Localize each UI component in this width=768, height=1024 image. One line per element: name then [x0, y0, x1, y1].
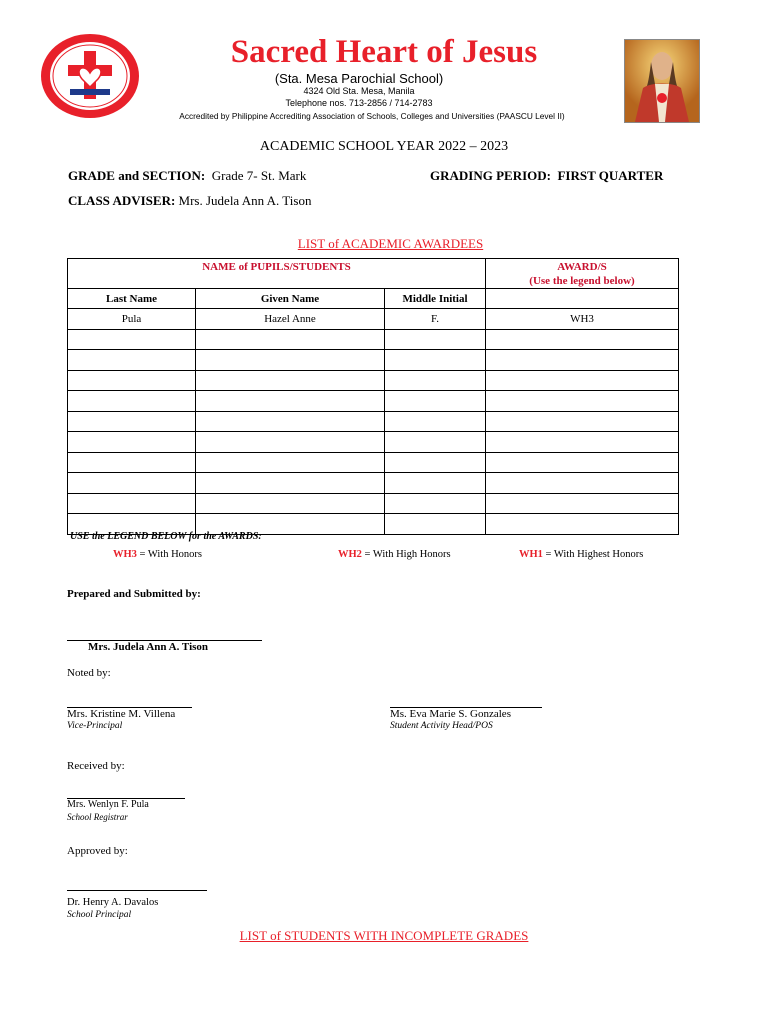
- award-header-label: AWARD/S: [557, 261, 607, 273]
- cell-given-name: [196, 452, 385, 473]
- table-row: [68, 391, 679, 412]
- activity-head-name: Ms. Eva Marie S. Gonzales: [390, 708, 511, 720]
- cell-middle-initial: [385, 473, 486, 494]
- legend-code: WH1: [519, 549, 543, 560]
- sacred-heart-portrait: [624, 39, 700, 123]
- cell-award: [486, 329, 679, 350]
- students-group-header: NAME of PUPILS/STUDENTS: [68, 259, 486, 289]
- cell-middle-initial: [385, 350, 486, 371]
- principal-signature-line: [67, 890, 207, 891]
- cell-middle-initial: [385, 493, 486, 514]
- legend-title: USE the LEGEND BELOW for the AWARDS:: [70, 531, 262, 542]
- cell-award: [486, 452, 679, 473]
- school-address: 4324 Old Sta. Mesa, Manila: [303, 86, 415, 96]
- grade-section-row: [68, 168, 306, 184]
- incomplete-grades-title: LIST of STUDENTS WITH INCOMPLETE GRADES: [239, 928, 529, 943]
- registrar-name: Mrs. Wenlyn F. Pula: [67, 799, 149, 810]
- cell-last-name: [68, 473, 196, 494]
- cell-award: [486, 350, 679, 371]
- vice-principal-name: Mrs. Kristine M. Villena: [67, 708, 176, 720]
- prepared-by-label: Prepared and Submitted by:: [67, 588, 201, 600]
- legend-item-wh3: [113, 549, 202, 560]
- cell-last-name: [68, 411, 196, 432]
- table-row: [68, 350, 679, 371]
- cell-middle-initial: [385, 411, 486, 432]
- school-year-title: ACADEMIC SCHOOL YEAR 2022 – 2023: [259, 139, 509, 154]
- legend-text: = With Highest Honors: [542, 549, 644, 560]
- cell-middle-initial: [385, 452, 486, 473]
- legend-code: WH3: [113, 549, 137, 560]
- school-subname: (Sta. Mesa Parochial School): [274, 71, 444, 86]
- grade-section-value: Grade 7- St. Mark: [211, 168, 307, 183]
- legend-text: = With High Honors: [361, 549, 451, 560]
- column-header-middle-initial: Middle Initial: [385, 289, 486, 309]
- grading-period-row: [430, 168, 663, 184]
- cell-given-name: [196, 350, 385, 371]
- cell-given-name: [196, 329, 385, 350]
- cell-last-name: Pula: [68, 309, 196, 330]
- preparer-name: Mrs. Judela Ann A. Tison: [88, 641, 209, 653]
- awardees-title: LIST of ACADEMIC AWARDEES: [297, 236, 484, 251]
- cell-last-name: [68, 452, 196, 473]
- cell-middle-initial: [385, 514, 486, 535]
- approved-by-label: Approved by:: [67, 845, 128, 857]
- cell-award: [486, 514, 679, 535]
- class-adviser-value: Mrs. Judela Ann A. Tison: [178, 193, 312, 208]
- school-accreditation: Accredited by Philippine Accrediting Association of Schools, Colleges and Universities (PAASCU Level II): [179, 111, 565, 121]
- cell-award: [486, 411, 679, 432]
- activity-head-title: Student Activity Head/POS: [390, 721, 493, 731]
- principal-title: School Principal: [67, 910, 132, 920]
- legend-code: WH2: [338, 549, 362, 560]
- column-header-award-blank: [486, 289, 679, 309]
- table-row: [68, 411, 679, 432]
- school-name: Sacred Heart of Jesus: [230, 34, 538, 70]
- class-adviser-label: CLASS ADVISER:: [68, 193, 176, 208]
- principal-name: Dr. Henry A. Davalos: [67, 897, 159, 908]
- table-row: [68, 329, 679, 350]
- table-row: [68, 493, 679, 514]
- cell-given-name: [196, 493, 385, 514]
- cell-last-name: [68, 350, 196, 371]
- cell-award: WH3: [486, 309, 679, 330]
- grading-period-value: FIRST QUARTER: [557, 168, 664, 183]
- cell-last-name: [68, 370, 196, 391]
- column-header-last-name: Last Name: [68, 289, 196, 309]
- table-row: [68, 370, 679, 391]
- cell-given-name: [196, 391, 385, 412]
- cell-given-name: [196, 432, 385, 453]
- cell-award: [486, 473, 679, 494]
- table-row: [68, 452, 679, 473]
- column-header-given-name: Given Name: [196, 289, 385, 309]
- class-adviser-row: [68, 193, 311, 209]
- table-row: [68, 432, 679, 453]
- legend-text: = With Honors: [136, 549, 203, 560]
- cell-middle-initial: [385, 329, 486, 350]
- award-header: [486, 259, 679, 289]
- award-header-note: (Use the legend below): [529, 275, 635, 287]
- cell-last-name: [68, 493, 196, 514]
- cell-middle-initial: [385, 391, 486, 412]
- cell-middle-initial: [385, 432, 486, 453]
- legend-item-wh2: [338, 549, 451, 560]
- cell-award: [486, 493, 679, 514]
- awardees-table: [67, 258, 679, 535]
- cell-given-name: [196, 411, 385, 432]
- noted-by-label: Noted by:: [67, 667, 111, 679]
- cell-last-name: [68, 391, 196, 412]
- table-row: [68, 473, 679, 494]
- legend-item-wh1: [519, 549, 643, 560]
- cell-middle-initial: F.: [385, 309, 486, 330]
- cell-award: [486, 370, 679, 391]
- cell-middle-initial: [385, 370, 486, 391]
- registrar-title: School Registrar: [67, 812, 128, 822]
- cell-given-name: Hazel Anne: [196, 309, 385, 330]
- cell-award: [486, 391, 679, 412]
- cell-last-name: [68, 432, 196, 453]
- cell-given-name: [196, 473, 385, 494]
- grade-section-label: GRADE and SECTION:: [68, 168, 206, 183]
- received-by-label: Received by:: [67, 760, 125, 772]
- school-phone: Telephone nos. 713-2856 / 714-2783: [285, 98, 433, 108]
- cell-given-name: [196, 370, 385, 391]
- table-row: [68, 309, 679, 330]
- cell-last-name: [68, 329, 196, 350]
- cell-award: [486, 432, 679, 453]
- grading-period-label: GRADING PERIOD:: [430, 168, 551, 183]
- vice-principal-title: Vice-Principal: [67, 721, 123, 731]
